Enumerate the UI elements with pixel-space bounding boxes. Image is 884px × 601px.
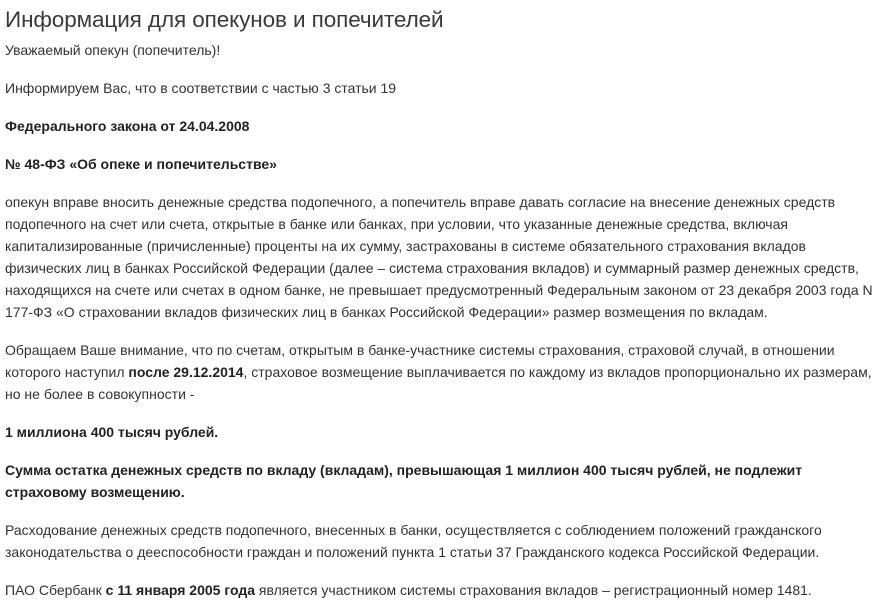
para4-text-after: является участником системы страхования вкладов – регистрационный номер 1481. — [255, 582, 812, 598]
amount-text — [5, 421, 880, 443]
paragraph-insurance-notice — [5, 339, 880, 405]
para4-date-bold: с 11 января 2005 года — [105, 582, 256, 598]
paragraph-spending: Расходование денежных средств подопечного, внесенных в банки, осуществляется с соблюдением положений гражданского законодательства о дееспособности граждан и положений пункта 1 статьи 37 Гражданского кодекса Российской Федерации. — [5, 522, 822, 560]
para2-date-bold: после 29.12.2014 — [128, 364, 244, 380]
warning-bold: Сумма остатка денежных средств по вкладу (вкладам), превышающая 1 миллион 400 тысяч рублей, не подлежит страховому возмещению. — [5, 462, 803, 500]
greeting-text: Уважаемый опекун (попечитель)! — [5, 42, 221, 58]
law-name-text — [5, 153, 880, 175]
law-name-bold: № 48-ФЗ «Об опеке и попечительстве» — [5, 156, 277, 172]
para2-text-after: , страховое возмещение выплачивается по каждому из вкладов пропорционально их размерам, но не более в совокупности - — [5, 364, 872, 402]
amount-bold: 1 миллиона 400 тысяч рублей. — [5, 424, 219, 440]
law-date-bold: Федерального закона от 24.04.2008 — [5, 118, 250, 134]
para2-text-before: Обращаем Ваше внимание, что по счетам, открытым в банке-участнике системы страхования, страховой случай, в отношении которого наступил — [5, 342, 835, 380]
law-date-text — [5, 115, 880, 137]
inform-text: Информируем Вас, что в соответствии с частью 3 статьи 19 — [5, 80, 397, 96]
warning-text — [5, 459, 880, 503]
page-title: Информация для опекунов и попечителей — [5, 7, 444, 32]
para4-text-before: ПАО Сбербанк — [5, 582, 106, 598]
paragraph-sberbank — [5, 579, 880, 601]
paragraph-guardian-rights: опекун вправе вносить денежные средства подопечного, а попечитель вправе давать согласие на внесение денежных средств подопечного на счет или счета, открытые в банке или банках, при условии, что указанные денежные средства, включая капитализированные (причисленные) проценты на их сумму, застрахованы в системе обязательного страхования вкладов физических лиц в банках Российской Федерации (далее – система страхования вкладов) и суммарный размер денежных средств, находящихся на счете или счетах в одном банке, не превышает предусмотренный Федеральным законом от 23 декабря 2003 года N 177-ФЗ «О страховании вкладов физических лиц в банках Российской Федерации» размер возмещения по вкладам. — [5, 194, 873, 320]
